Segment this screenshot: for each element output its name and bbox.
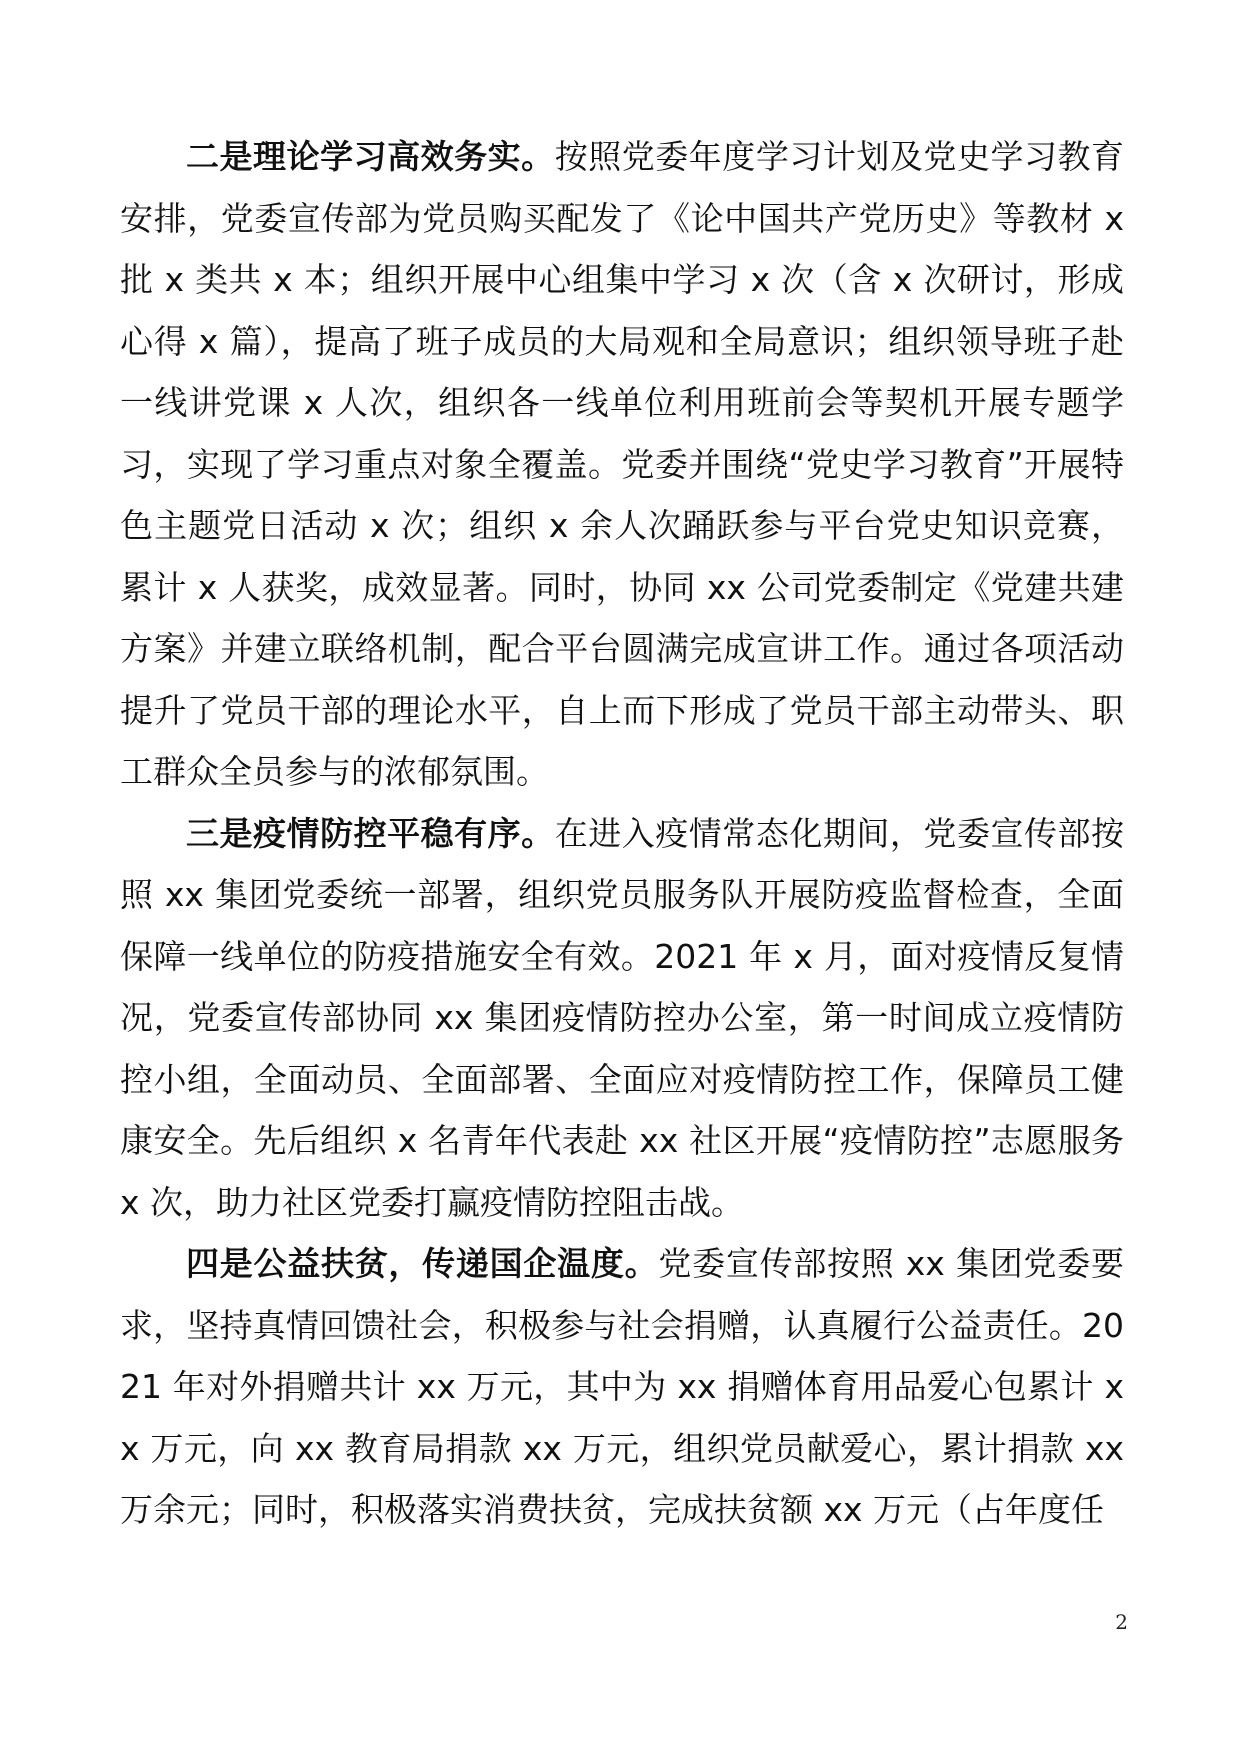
paragraph-heading: 二是理论学习高效务实。 [186,137,555,176]
paragraph-text: 党委宣传部按照 xx 集团党委要求，坚持真情回馈社会，积极参与社会捐赠，认真履行公益责任。2021 年对外捐赠共计 xx 万元，其中为 xx 捐赠体育用品爱心包累计 xx 万元，向 xx 教育局捐款 xx 万元，组织党员献爱心，累计捐款 xx 万余元；同时，积极落实消费扶贫，完成扶贫额 xx 万元（占年度任 [120,1244,1125,1529]
paragraph-epidemic-control [120,803,1124,1234]
paragraph-heading: 四是公益扶贫，传递国企温度。 [186,1244,659,1283]
paragraph-theory-study [120,126,1124,803]
page-number: 2 [1115,1610,1128,1634]
paragraph-public-welfare [120,1233,1124,1541]
paragraph-text: 在进入疫情常态化期间，党委宣传部按照 xx 集团党委统一部署，组织党员服务队开展防疫监督检查，全面保障一线单位的防疫措施安全有效。2021 年 x 月，面对疫情反复情况，党委宣传部协同 xx 集团疫情防控办公室，第一时间成立疫情防控小组，全面动员、全面部署、全面应对疫情防控工作，保障员工健康安全。先后组织 x 名青年代表赴 xx 社区开展“疫情防控”志愿服务 x 次，助力社区党委打赢疫情防控阻击战。 [120,813,1125,1222]
document-body [120,126,1124,1541]
paragraph-heading: 三是疫情防控平稳有序。 [186,813,555,853]
paragraph-text: 按照党委年度学习计划及党史学习教育安排，党委宣传部为党员购买配发了《论中国共产党历史》等教材 x 批 x 类共 x 本；组织开展中心组集中学习 x 次（含 x 次研讨，形成心得 x 篇），提高了班子成员的大局观和全局意识；组织领导班子赴一线讲党课 x 人次，组织各一线单位利用班前会等契机开展专题学习，实现了学习重点对象全覆盖。党委并围绕“党史学习教育”开展特色主题党日活动 x 次；组织 x 余人次踊跃参与平台党史知识竞赛，累计 x 人获奖，成效显著。同时，协同 xx 公司党委制定《党建共建方案》并建立联络机制，配合平台圆满完成宣讲工作。通过各项活动提升了党员干部的理论水平，自上而下形成了党员干部主动带头、职工群众全员参与的浓郁氛围。 [120,137,1125,791]
